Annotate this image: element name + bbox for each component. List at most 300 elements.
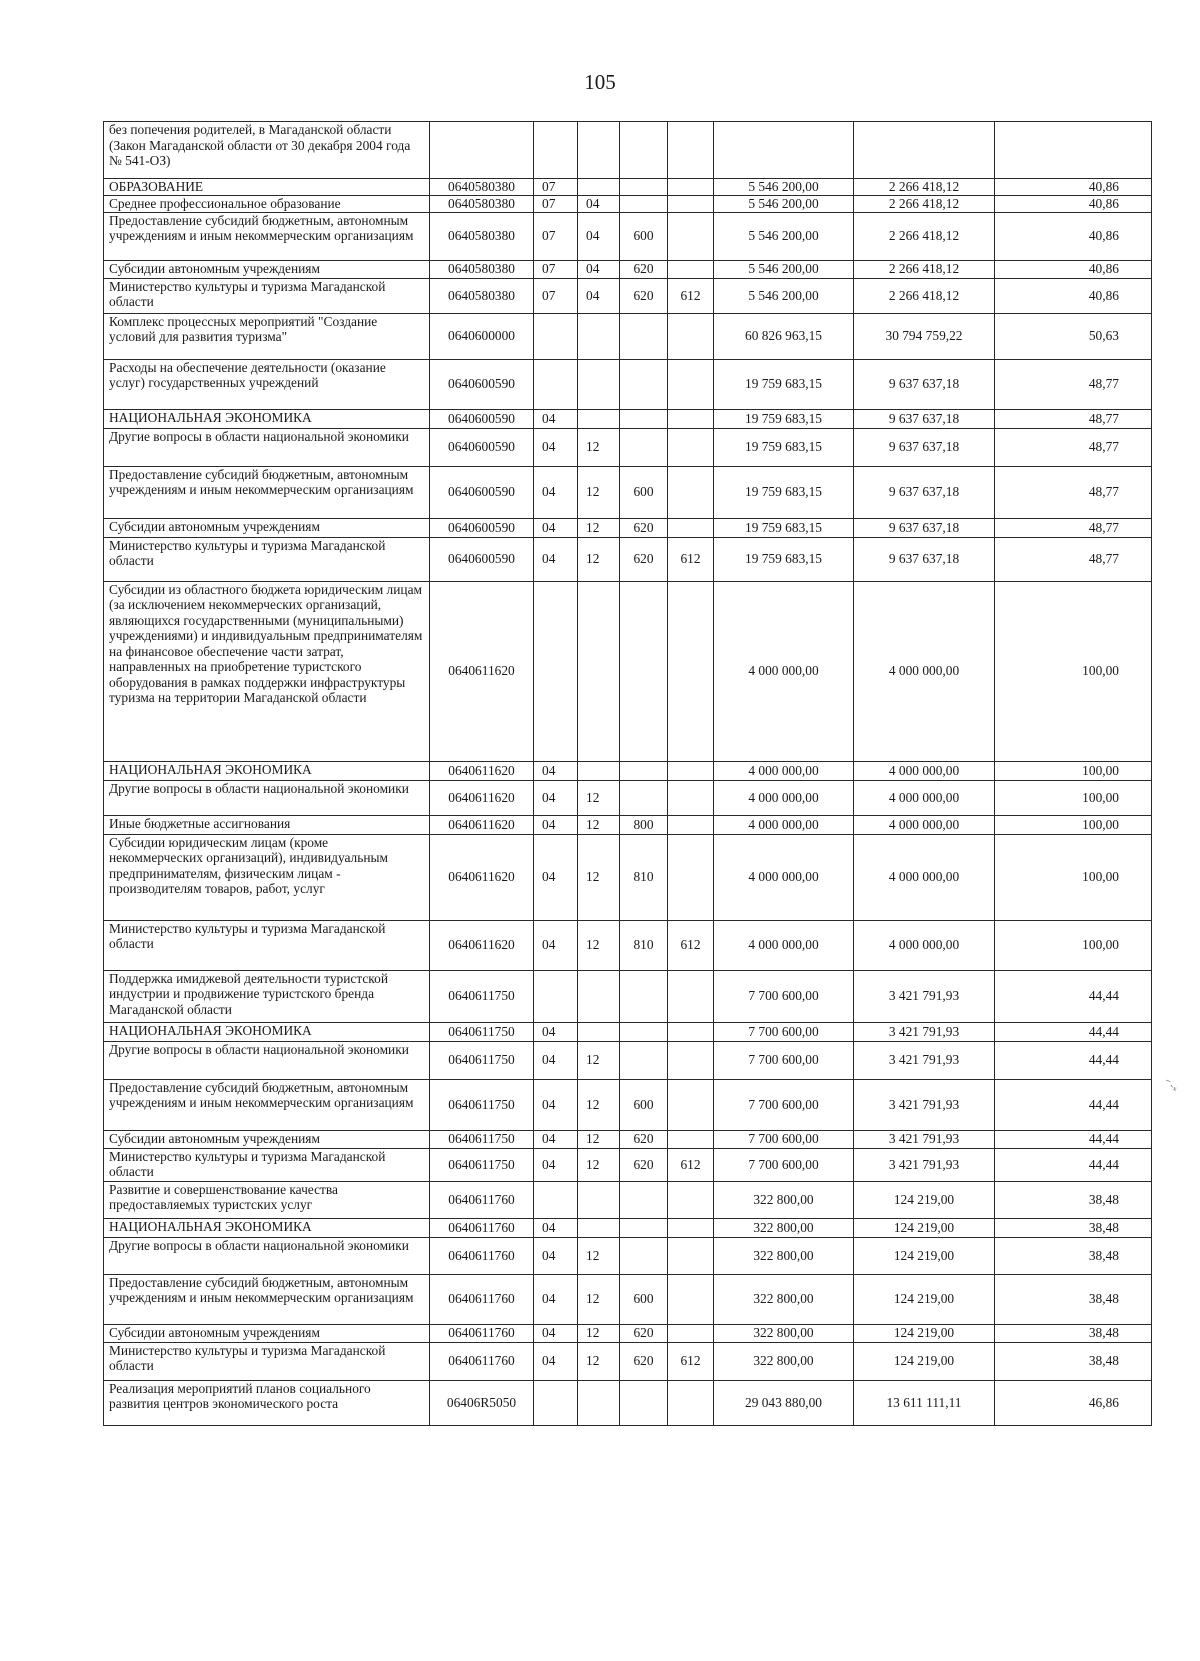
execution-percent-cell: 44,44: [995, 1022, 1152, 1041]
table-row: [104, 179, 1152, 196]
expense-type-code-cell: 810: [620, 834, 668, 920]
subsection-code-cell: [578, 359, 620, 409]
row-name-cell: Развитие и совершенствование качества предоставляемых туристских услуг: [104, 1181, 430, 1218]
executed-amount-cell: 4 000 000,00: [854, 834, 995, 920]
subsection-code-cell: [578, 581, 620, 761]
budget-code-cell: 0640611750: [430, 1130, 534, 1148]
subsection-code-cell: 12: [578, 1237, 620, 1274]
executed-amount-cell: 2 266 418,12: [854, 278, 995, 313]
table-row: [104, 1380, 1152, 1425]
expense-type-code-cell: 620: [620, 1342, 668, 1380]
subsection-code-cell: [578, 122, 620, 179]
admin-code-cell: [668, 970, 714, 1022]
table-row: [104, 1079, 1152, 1130]
section-code-cell: [534, 1380, 578, 1425]
expense-type-code-cell: 800: [620, 815, 668, 834]
row-name-cell: Субсидии автономным учреждениям: [104, 1324, 430, 1342]
row-name-cell: Министерство культуры и туризма Магаданской области: [104, 1342, 430, 1380]
expense-type-code-cell: 620: [620, 518, 668, 537]
scan-artifact-mark: ⁻˴ₓ: [1162, 1075, 1180, 1093]
subsection-code-cell: 04: [578, 212, 620, 260]
executed-amount-cell: 124 219,00: [854, 1324, 995, 1342]
admin-code-cell: [668, 815, 714, 834]
subsection-code-cell: 12: [578, 1324, 620, 1342]
planned-amount-cell: 5 546 200,00: [714, 278, 854, 313]
expense-type-code-cell: [620, 409, 668, 428]
section-code-cell: 04: [534, 815, 578, 834]
table-row: [104, 1022, 1152, 1041]
budget-code-cell: 0640611760: [430, 1218, 534, 1237]
budget-code-cell: 0640611750: [430, 1041, 534, 1079]
planned-amount-cell: 5 546 200,00: [714, 260, 854, 278]
budget-code-cell: 0640611760: [430, 1237, 534, 1274]
section-code-cell: 04: [534, 1274, 578, 1324]
table-row: [104, 1041, 1152, 1079]
budget-code-cell: 0640600590: [430, 537, 534, 581]
section-code-cell: 04: [534, 466, 578, 518]
execution-percent-cell: 44,44: [995, 1041, 1152, 1079]
planned-amount-cell: 322 800,00: [714, 1342, 854, 1380]
budget-code-cell: 0640611620: [430, 581, 534, 761]
row-name-cell: Комплекс процессных мероприятий "Создание условий для развития туризма": [104, 313, 430, 359]
subsection-code-cell: 12: [578, 428, 620, 466]
row-name-cell: Другие вопросы в области национальной экономики: [104, 428, 430, 466]
expense-type-code-cell: 600: [620, 1079, 668, 1130]
section-code-cell: 04: [534, 780, 578, 815]
executed-amount-cell: 2 266 418,12: [854, 260, 995, 278]
budget-code-cell: 06406R5050: [430, 1380, 534, 1425]
executed-amount-cell: [854, 122, 995, 179]
table-row: [104, 1218, 1152, 1237]
executed-amount-cell: 124 219,00: [854, 1274, 995, 1324]
budget-code-cell: 0640600590: [430, 428, 534, 466]
table-body: [104, 122, 1152, 1426]
planned-amount-cell: 7 700 600,00: [714, 1041, 854, 1079]
section-code-cell: 07: [534, 278, 578, 313]
table-row: [104, 195, 1152, 212]
subsection-code-cell: 12: [578, 780, 620, 815]
executed-amount-cell: 9 637 637,18: [854, 428, 995, 466]
table-row: [104, 920, 1152, 970]
expense-type-code-cell: [620, 1022, 668, 1041]
table-row: [104, 1237, 1152, 1274]
planned-amount-cell: 4 000 000,00: [714, 581, 854, 761]
expense-type-code-cell: [620, 1237, 668, 1274]
row-name-cell: Предоставление субсидий бюджетным, автономным учреждениям и иным некоммерческим организациям: [104, 1079, 430, 1130]
admin-code-cell: [668, 1380, 714, 1425]
table-row: [104, 970, 1152, 1022]
section-code-cell: [534, 122, 578, 179]
expense-type-code-cell: [620, 1218, 668, 1237]
admin-code-cell: [668, 313, 714, 359]
subsection-code-cell: 12: [578, 1130, 620, 1148]
executed-amount-cell: 3 421 791,93: [854, 1079, 995, 1130]
section-code-cell: 04: [534, 1324, 578, 1342]
section-code-cell: [534, 970, 578, 1022]
executed-amount-cell: 2 266 418,12: [854, 179, 995, 196]
execution-percent-cell: 50,63: [995, 313, 1152, 359]
expense-type-code-cell: 600: [620, 1274, 668, 1324]
table-row: [104, 1342, 1152, 1380]
table-row: [104, 313, 1152, 359]
subsection-code-cell: 12: [578, 466, 620, 518]
executed-amount-cell: 4 000 000,00: [854, 780, 995, 815]
row-name-cell: ОБРАЗОВАНИЕ: [104, 179, 430, 196]
executed-amount-cell: 13 611 111,11: [854, 1380, 995, 1425]
admin-code-cell: [668, 581, 714, 761]
planned-amount-cell: 60 826 963,15: [714, 313, 854, 359]
row-name-cell: Реализация мероприятий планов социального развития центров экономического роста: [104, 1380, 430, 1425]
budget-code-cell: 0640611750: [430, 1079, 534, 1130]
admin-code-cell: 612: [668, 920, 714, 970]
section-code-cell: 04: [534, 761, 578, 780]
admin-code-cell: [668, 212, 714, 260]
expense-type-code-cell: 620: [620, 537, 668, 581]
budget-code-cell: 0640611750: [430, 1148, 534, 1181]
expense-type-code-cell: [620, 195, 668, 212]
planned-amount-cell: 7 700 600,00: [714, 970, 854, 1022]
expense-type-code-cell: 600: [620, 212, 668, 260]
expense-type-code-cell: [620, 1041, 668, 1079]
row-name-cell: Министерство культуры и туризма Магаданской области: [104, 278, 430, 313]
execution-percent-cell: 38,48: [995, 1324, 1152, 1342]
section-code-cell: 04: [534, 920, 578, 970]
expense-type-code-cell: 620: [620, 278, 668, 313]
budget-code-cell: 0640611760: [430, 1342, 534, 1380]
execution-percent-cell: 100,00: [995, 780, 1152, 815]
subsection-code-cell: [578, 1181, 620, 1218]
planned-amount-cell: 7 700 600,00: [714, 1148, 854, 1181]
admin-code-cell: [668, 1274, 714, 1324]
admin-code-cell: [668, 1181, 714, 1218]
execution-percent-cell: 48,77: [995, 518, 1152, 537]
budget-code-cell: 0640611760: [430, 1181, 534, 1218]
budget-code-cell: 0640611620: [430, 920, 534, 970]
admin-code-cell: 612: [668, 1342, 714, 1380]
execution-percent-cell: 44,44: [995, 1079, 1152, 1130]
table-row: [104, 1130, 1152, 1148]
row-name-cell: Другие вопросы в области национальной экономики: [104, 1041, 430, 1079]
planned-amount-cell: [714, 122, 854, 179]
table-row: [104, 518, 1152, 537]
table-row: [104, 278, 1152, 313]
execution-percent-cell: 44,44: [995, 1148, 1152, 1181]
section-code-cell: 04: [534, 537, 578, 581]
budget-code-cell: 0640600590: [430, 518, 534, 537]
planned-amount-cell: 322 800,00: [714, 1237, 854, 1274]
row-name-cell: Субсидии автономным учреждениям: [104, 1130, 430, 1148]
budget-code-cell: 0640611760: [430, 1274, 534, 1324]
admin-code-cell: [668, 518, 714, 537]
execution-percent-cell: 40,86: [995, 195, 1152, 212]
section-code-cell: 07: [534, 195, 578, 212]
executed-amount-cell: 9 637 637,18: [854, 409, 995, 428]
execution-percent-cell: 40,86: [995, 212, 1152, 260]
subsection-code-cell: 12: [578, 1041, 620, 1079]
executed-amount-cell: 9 637 637,18: [854, 359, 995, 409]
admin-code-cell: [668, 1079, 714, 1130]
row-name-cell: НАЦИОНАЛЬНАЯ ЭКОНОМИКА: [104, 409, 430, 428]
execution-percent-cell: 100,00: [995, 920, 1152, 970]
budget-code-cell: 0640580380: [430, 195, 534, 212]
admin-code-cell: 612: [668, 278, 714, 313]
executed-amount-cell: 2 266 418,12: [854, 195, 995, 212]
admin-code-cell: [668, 359, 714, 409]
budget-code-cell: 0640600000: [430, 313, 534, 359]
expense-type-code-cell: [620, 122, 668, 179]
subsection-code-cell: 12: [578, 1148, 620, 1181]
planned-amount-cell: 322 800,00: [714, 1218, 854, 1237]
budget-code-cell: 0640611620: [430, 834, 534, 920]
budget-execution-table: [103, 121, 1152, 1426]
row-name-cell: Поддержка имиджевой деятельности туристской индустрии и продвижение туристского бренда Магаданской области: [104, 970, 430, 1022]
budget-code-cell: 0640600590: [430, 466, 534, 518]
admin-code-cell: [668, 195, 714, 212]
subsection-code-cell: 12: [578, 834, 620, 920]
subsection-code-cell: 04: [578, 195, 620, 212]
section-code-cell: 07: [534, 179, 578, 196]
row-name-cell: Министерство культуры и туризма Магаданской области: [104, 537, 430, 581]
row-name-cell: НАЦИОНАЛЬНАЯ ЭКОНОМИКА: [104, 1022, 430, 1041]
admin-code-cell: [668, 1324, 714, 1342]
budget-code-cell: 0640600590: [430, 359, 534, 409]
subsection-code-cell: [578, 1218, 620, 1237]
admin-code-cell: [668, 1041, 714, 1079]
section-code-cell: 04: [534, 1237, 578, 1274]
expense-type-code-cell: [620, 179, 668, 196]
admin-code-cell: [668, 466, 714, 518]
planned-amount-cell: 4 000 000,00: [714, 920, 854, 970]
table-row: [104, 212, 1152, 260]
section-code-cell: 04: [534, 428, 578, 466]
expense-type-code-cell: [620, 1380, 668, 1425]
table-row: [104, 780, 1152, 815]
admin-code-cell: [668, 780, 714, 815]
row-name-cell: Министерство культуры и туризма Магаданской области: [104, 1148, 430, 1181]
execution-percent-cell: 46,86: [995, 1380, 1152, 1425]
planned-amount-cell: 5 546 200,00: [714, 195, 854, 212]
table-row: [104, 260, 1152, 278]
budget-code-cell: 0640611620: [430, 761, 534, 780]
expense-type-code-cell: [620, 359, 668, 409]
table-row: [104, 1181, 1152, 1218]
executed-amount-cell: 124 219,00: [854, 1181, 995, 1218]
row-name-cell: Предоставление субсидий бюджетным, автономным учреждениям и иным некоммерческим организациям: [104, 1274, 430, 1324]
expense-type-code-cell: 600: [620, 466, 668, 518]
admin-code-cell: [668, 1218, 714, 1237]
row-name-cell: Субсидии автономным учреждениям: [104, 518, 430, 537]
table-row: [104, 815, 1152, 834]
execution-percent-cell: 48,77: [995, 537, 1152, 581]
budget-code-cell: [430, 122, 534, 179]
executed-amount-cell: 2 266 418,12: [854, 212, 995, 260]
table-row: [104, 409, 1152, 428]
budget-code-cell: 0640611750: [430, 970, 534, 1022]
execution-percent-cell: 48,77: [995, 428, 1152, 466]
subsection-code-cell: 04: [578, 260, 620, 278]
budget-code-cell: 0640611620: [430, 780, 534, 815]
row-name-cell: НАЦИОНАЛЬНАЯ ЭКОНОМИКА: [104, 761, 430, 780]
expense-type-code-cell: 620: [620, 1324, 668, 1342]
table-row: [104, 537, 1152, 581]
table-row: [104, 466, 1152, 518]
planned-amount-cell: 322 800,00: [714, 1274, 854, 1324]
table-row: [104, 1274, 1152, 1324]
section-code-cell: 04: [534, 1041, 578, 1079]
planned-amount-cell: 29 043 880,00: [714, 1380, 854, 1425]
execution-percent-cell: 48,77: [995, 409, 1152, 428]
expense-type-code-cell: 620: [620, 1148, 668, 1181]
expense-type-code-cell: 620: [620, 260, 668, 278]
subsection-code-cell: [578, 970, 620, 1022]
subsection-code-cell: 12: [578, 518, 620, 537]
execution-percent-cell: 44,44: [995, 1130, 1152, 1148]
subsection-code-cell: [578, 761, 620, 780]
section-code-cell: 04: [534, 834, 578, 920]
row-name-cell: Министерство культуры и туризма Магаданской области: [104, 920, 430, 970]
table-row: [104, 1324, 1152, 1342]
section-code-cell: [534, 313, 578, 359]
table-row: [104, 761, 1152, 780]
admin-code-cell: [668, 834, 714, 920]
subsection-code-cell: [578, 1380, 620, 1425]
execution-percent-cell: 40,86: [995, 278, 1152, 313]
section-code-cell: 04: [534, 1148, 578, 1181]
expense-type-code-cell: [620, 1181, 668, 1218]
section-code-cell: [534, 359, 578, 409]
planned-amount-cell: 4 000 000,00: [714, 815, 854, 834]
executed-amount-cell: 4 000 000,00: [854, 920, 995, 970]
expense-type-code-cell: [620, 428, 668, 466]
execution-percent-cell: [995, 122, 1152, 179]
executed-amount-cell: 30 794 759,22: [854, 313, 995, 359]
planned-amount-cell: 7 700 600,00: [714, 1022, 854, 1041]
row-name-cell: Предоставление субсидий бюджетным, автономным учреждениям и иным некоммерческим организациям: [104, 212, 430, 260]
row-name-cell: Среднее профессиональное образование: [104, 195, 430, 212]
expense-type-code-cell: [620, 780, 668, 815]
executed-amount-cell: 3 421 791,93: [854, 1148, 995, 1181]
budget-code-cell: 0640580380: [430, 212, 534, 260]
execution-percent-cell: 100,00: [995, 761, 1152, 780]
executed-amount-cell: 4 000 000,00: [854, 761, 995, 780]
planned-amount-cell: 4 000 000,00: [714, 780, 854, 815]
budget-code-cell: 0640611620: [430, 815, 534, 834]
expense-type-code-cell: [620, 970, 668, 1022]
planned-amount-cell: 322 800,00: [714, 1324, 854, 1342]
planned-amount-cell: 19 759 683,15: [714, 359, 854, 409]
executed-amount-cell: 3 421 791,93: [854, 1041, 995, 1079]
execution-percent-cell: 38,48: [995, 1218, 1152, 1237]
executed-amount-cell: 124 219,00: [854, 1218, 995, 1237]
row-name-cell: Иные бюджетные ассигнования: [104, 815, 430, 834]
row-name-cell: Субсидии юридическим лицам (кроме некоммерческих организаций), индивидуальным предпринимателям, физическим лицам - производителям товаров, работ, услуг: [104, 834, 430, 920]
planned-amount-cell: 7 700 600,00: [714, 1130, 854, 1148]
table-row: [104, 834, 1152, 920]
admin-code-cell: [668, 260, 714, 278]
execution-percent-cell: 100,00: [995, 815, 1152, 834]
budget-code-cell: 0640580380: [430, 260, 534, 278]
budget-code-cell: 0640580380: [430, 179, 534, 196]
admin-code-cell: [668, 1130, 714, 1148]
planned-amount-cell: 5 546 200,00: [714, 212, 854, 260]
table-row: [104, 122, 1152, 179]
section-code-cell: 04: [534, 1218, 578, 1237]
execution-percent-cell: 100,00: [995, 834, 1152, 920]
planned-amount-cell: 19 759 683,15: [714, 537, 854, 581]
planned-amount-cell: 4 000 000,00: [714, 834, 854, 920]
row-name-cell: Расходы на обеспечение деятельности (оказание услуг) государственных учреждений: [104, 359, 430, 409]
executed-amount-cell: 124 219,00: [854, 1342, 995, 1380]
section-code-cell: [534, 581, 578, 761]
admin-code-cell: [668, 122, 714, 179]
budget-code-cell: 0640611760: [430, 1324, 534, 1342]
row-name-cell: Предоставление субсидий бюджетным, автономным учреждениям и иным некоммерческим организациям: [104, 466, 430, 518]
executed-amount-cell: 9 637 637,18: [854, 518, 995, 537]
row-name-cell: Субсидии из областного бюджета юридическим лицам (за исключением некоммерческих организаций, являющихся государственными (муниципальными) учреждениями) и индивидуальным предпринимателям на финансовое обеспечение части затрат, направленных на приобретение туристского оборудования в рамках поддержки инфраструктуры туризма на территории Магаданской области: [104, 581, 430, 761]
subsection-code-cell: [578, 313, 620, 359]
section-code-cell: 04: [534, 1342, 578, 1380]
section-code-cell: 04: [534, 409, 578, 428]
subsection-code-cell: 12: [578, 1274, 620, 1324]
section-code-cell: 07: [534, 212, 578, 260]
admin-code-cell: 612: [668, 537, 714, 581]
admin-code-cell: [668, 1022, 714, 1041]
section-code-cell: 04: [534, 1022, 578, 1041]
table-row: [104, 428, 1152, 466]
section-code-cell: 07: [534, 260, 578, 278]
expense-type-code-cell: [620, 581, 668, 761]
execution-percent-cell: 38,48: [995, 1237, 1152, 1274]
admin-code-cell: [668, 409, 714, 428]
executed-amount-cell: 3 421 791,93: [854, 1022, 995, 1041]
subsection-code-cell: [578, 409, 620, 428]
row-name-cell: НАЦИОНАЛЬНАЯ ЭКОНОМИКА: [104, 1218, 430, 1237]
admin-code-cell: [668, 428, 714, 466]
planned-amount-cell: 19 759 683,15: [714, 466, 854, 518]
planned-amount-cell: 7 700 600,00: [714, 1079, 854, 1130]
subsection-code-cell: 12: [578, 920, 620, 970]
section-code-cell: [534, 1181, 578, 1218]
subsection-code-cell: 04: [578, 278, 620, 313]
subsection-code-cell: 12: [578, 1342, 620, 1380]
budget-code-cell: 0640600590: [430, 409, 534, 428]
subsection-code-cell: 12: [578, 537, 620, 581]
admin-code-cell: [668, 1237, 714, 1274]
planned-amount-cell: 322 800,00: [714, 1181, 854, 1218]
execution-percent-cell: 48,77: [995, 359, 1152, 409]
row-name-cell: Другие вопросы в области национальной экономики: [104, 1237, 430, 1274]
planned-amount-cell: 5 546 200,00: [714, 179, 854, 196]
planned-amount-cell: 19 759 683,15: [714, 518, 854, 537]
page-number: 105: [584, 70, 616, 94]
expense-type-code-cell: 620: [620, 1130, 668, 1148]
section-code-cell: 04: [534, 518, 578, 537]
executed-amount-cell: 4 000 000,00: [854, 815, 995, 834]
execution-percent-cell: 44,44: [995, 970, 1152, 1022]
table-row: [104, 1148, 1152, 1181]
execution-percent-cell: 38,48: [995, 1274, 1152, 1324]
admin-code-cell: [668, 179, 714, 196]
admin-code-cell: [668, 761, 714, 780]
expense-type-code-cell: [620, 313, 668, 359]
execution-percent-cell: 48,77: [995, 466, 1152, 518]
subsection-code-cell: 12: [578, 1079, 620, 1130]
executed-amount-cell: 3 421 791,93: [854, 1130, 995, 1148]
expense-type-code-cell: [620, 761, 668, 780]
table-row: [104, 581, 1152, 761]
row-name-cell: без попечения родителей, в Магаданской области (Закон Магаданской области от 30 декабря 2004 года № 541-ОЗ): [104, 122, 430, 179]
table-row: [104, 359, 1152, 409]
